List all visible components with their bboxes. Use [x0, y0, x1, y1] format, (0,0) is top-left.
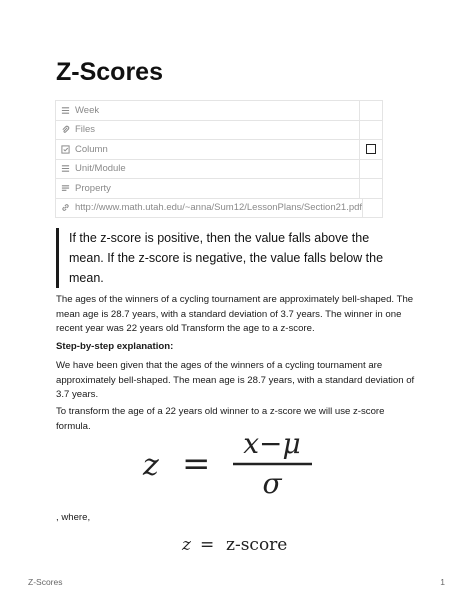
property-name — [55, 179, 359, 198]
callout-quote: If the z-score is positive, then the value falls above the mean. If the z-score is negative, the value falls below the mean. — [56, 228, 401, 288]
property-label: Files — [75, 124, 96, 136]
formula-denominator: σ — [262, 467, 282, 500]
property-row-column[interactable] — [55, 140, 383, 160]
property-label: Column — [75, 143, 108, 155]
property-label: Week — [75, 104, 100, 116]
property-value — [359, 140, 383, 159]
list-icon — [61, 164, 70, 173]
formula-numerator: x−μ — [243, 427, 301, 460]
property-label: Unit/Module — [75, 163, 126, 175]
page-number: 1 — [440, 577, 445, 587]
property-row-link[interactable] — [55, 199, 383, 219]
source-link[interactable]: http://www.math.utah.edu/~anna/Sum12/LessonPlans/Section21.pdf — [75, 202, 363, 214]
formula-equals: = — [182, 444, 211, 484]
explanation-paragraph-1: We have been given that the ages of the winners of a cycling tournament are approximately bell-shaped. The mean age is 28.7 years, with a standard deviation of 3.7 years. — [56, 360, 415, 400]
z-score-formula — [140, 425, 325, 500]
property-name — [55, 121, 359, 140]
text-icon — [61, 184, 70, 193]
property-value[interactable] — [359, 101, 383, 120]
property-row-property[interactable] — [55, 179, 383, 199]
property-value[interactable] — [359, 179, 383, 198]
property-label: Property — [75, 182, 111, 194]
z-definition-formula — [180, 530, 300, 558]
where-text: , where, — [56, 512, 91, 523]
property-name — [55, 160, 359, 179]
explanation-paragraph-2: To transform the age of a 22 years old winner to a z-score we will use z-score formula. — [56, 406, 385, 432]
property-row-unit-module[interactable] — [55, 160, 383, 180]
definition-rhs: z-score — [226, 535, 288, 555]
property-name — [55, 101, 359, 120]
explanation-heading: Step-by-step explanation: — [56, 341, 174, 352]
list-icon — [61, 106, 70, 115]
checkbox-icon — [61, 145, 70, 154]
property-row-week[interactable] — [55, 101, 383, 121]
property-value[interactable] — [362, 199, 383, 218]
footer-title: Z-Scores — [28, 577, 63, 587]
definition-equals: = — [200, 535, 215, 555]
question-paragraph: The ages of the winners of a cycling tournament are approximately bell-shaped. The mean age is 28.7 years, with a standard deviation of 3.7 years. The winner in one recent year was 22 years old Transform the age to a z-score. — [56, 294, 414, 334]
property-value[interactable] — [359, 160, 383, 179]
property-row-files[interactable] — [55, 121, 383, 141]
property-name — [55, 199, 362, 218]
property-name — [55, 140, 359, 159]
formula-lhs: z — [143, 448, 159, 483]
paperclip-icon — [61, 125, 70, 134]
property-value[interactable] — [359, 121, 383, 140]
link-icon — [61, 203, 70, 212]
page-title: Z-Scores — [56, 58, 163, 86]
column-checkbox[interactable] — [366, 144, 376, 154]
definition-lhs: z — [182, 535, 191, 555]
properties-table — [55, 100, 383, 218]
